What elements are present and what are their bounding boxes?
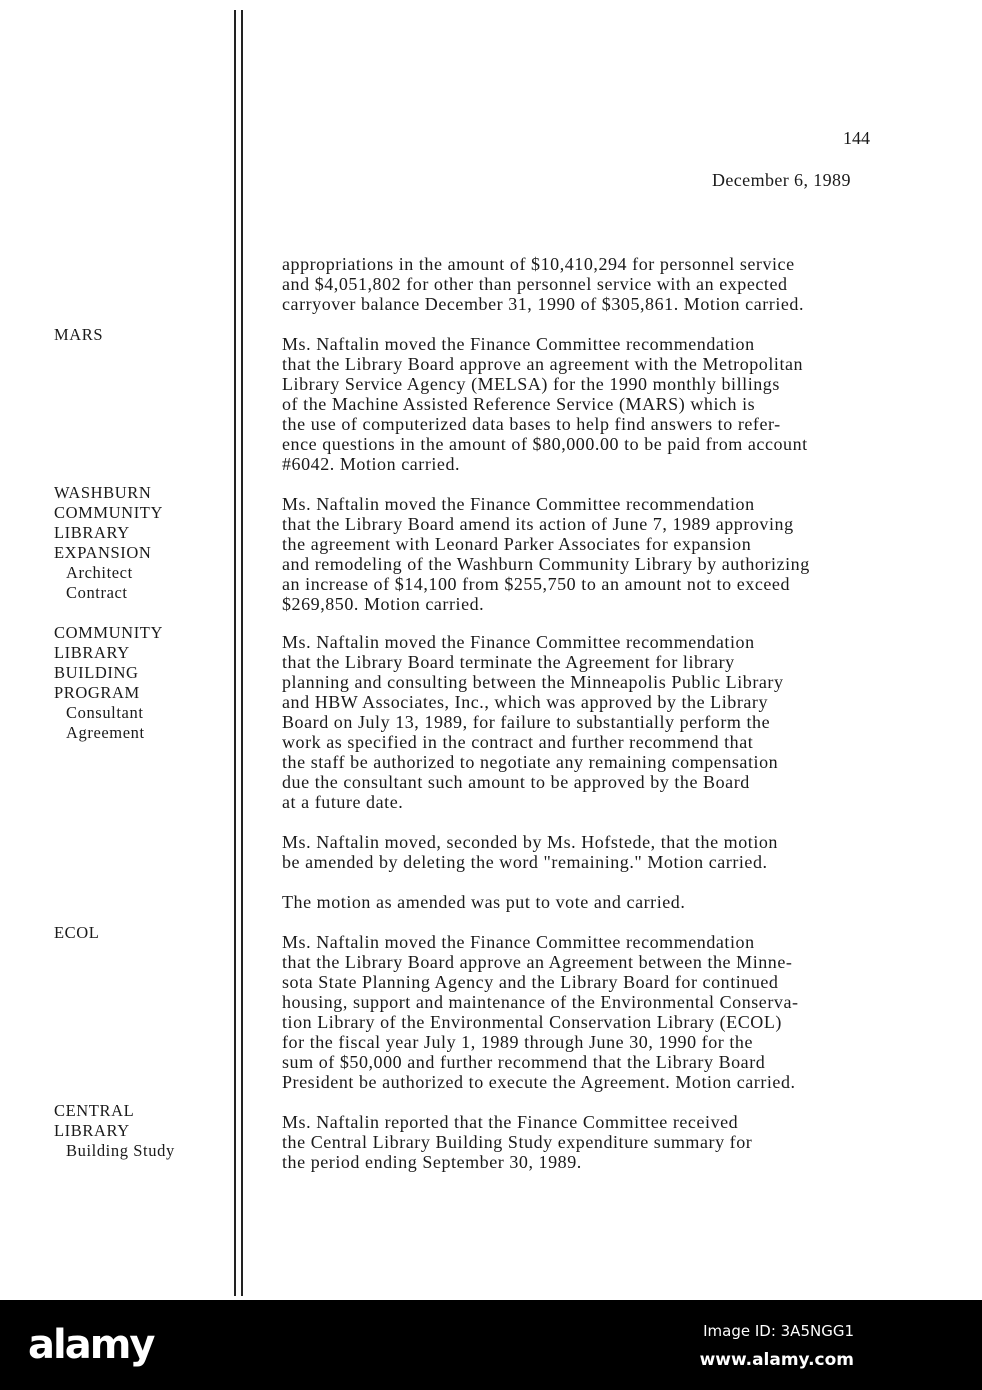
paragraph-line: that the Library Board amend its action of June 7, 1989 approving	[282, 514, 794, 534]
margin-label-heading: COMMUNITY	[54, 623, 163, 642]
margin-label-subheading: Building Study	[66, 1141, 175, 1160]
margin-label-heading: MARS	[54, 325, 104, 344]
watermark-bar	[0, 1300, 982, 1390]
margin-label-heading: LIBRARY	[54, 523, 130, 542]
paragraph-line: be amended by deleting the word "remaining." Motion carried.	[282, 852, 768, 872]
margin-label-heading: COMMUNITY	[54, 503, 163, 522]
paragraph	[282, 892, 685, 912]
margin-label	[54, 1101, 175, 1161]
paragraph-line: that the Library Board terminate the Agreement for library	[282, 652, 735, 672]
margin-label	[54, 483, 163, 603]
paragraph-line: and HBW Associates, Inc., which was approved by the Library	[282, 692, 769, 712]
paragraph-line: the agreement with Leonard Parker Associates for expansion	[282, 534, 752, 554]
paragraph-line: and remodeling of the Washburn Community Library by authorizing	[282, 554, 810, 574]
paragraph-line: Ms. Naftalin moved the Finance Committee recommendation	[282, 632, 755, 652]
paragraph-line: sota State Planning Agency and the Library Board for continued	[282, 972, 779, 992]
paragraph-line: Ms. Naftalin moved, seconded by Ms. Hofstede, that the motion	[282, 832, 778, 852]
paragraph	[282, 334, 808, 474]
paragraph-line: the use of computerized data bases to help find answers to refer-	[282, 414, 781, 434]
page-number: 144	[843, 128, 870, 148]
margin-label-heading: LIBRARY	[54, 643, 130, 662]
margin-label-heading: BUILDING	[54, 663, 139, 682]
paragraph-line: Ms. Naftalin moved the Finance Committee recommendation	[282, 932, 755, 952]
margin-label-heading: WASHBURN	[54, 483, 152, 502]
paragraph-line: of the Machine Assisted Reference Service (MARS) which is	[282, 394, 756, 414]
margin-label-heading: ECOL	[54, 923, 100, 942]
paragraph-line: The motion as amended was put to vote and carried.	[282, 892, 686, 912]
paragraph-line: sum of $50,000 and further recommend that the Library Board	[282, 1052, 766, 1072]
margin-label-subheading: Consultant	[66, 703, 144, 722]
paragraph-line: ence questions in the amount of $80,000.00 to be paid from account	[282, 434, 808, 454]
alamy-logo: alamy	[28, 1322, 154, 1368]
paragraph-line: appropriations in the amount of $10,410,294 for personnel service	[282, 254, 795, 274]
margin-label	[54, 623, 163, 743]
paragraph-line: that the Library Board approve an agreement with the Metropolitan	[282, 354, 804, 374]
paragraph	[282, 832, 778, 872]
paragraph-line: due the consultant such amount to be approved by the Board	[282, 772, 750, 792]
paragraph-line: for the fiscal year July 1, 1989 through June 30, 1990 for the	[282, 1032, 754, 1052]
paragraph-line: Ms. Naftalin reported that the Finance Committee received	[282, 1112, 739, 1132]
margin-label	[54, 325, 103, 345]
margin-label-subheading: Contract	[66, 583, 128, 602]
paragraph	[282, 932, 799, 1092]
paragraph-line: Ms. Naftalin moved the Finance Committee recommendation	[282, 334, 755, 354]
watermark-url: www.alamy.com	[699, 1350, 854, 1370]
paragraph-line: the staff be authorized to negotiate any remaining compensation	[282, 752, 779, 772]
paragraph-line: work as specified in the contract and further recommend that	[282, 732, 754, 752]
margin-rule-left	[234, 10, 236, 1296]
margin-label-subheading: Architect	[66, 563, 133, 582]
paragraph-line: Ms. Naftalin moved the Finance Committee recommendation	[282, 494, 755, 514]
margin-rule-right	[241, 10, 243, 1296]
paragraph	[282, 494, 810, 614]
margin-label	[54, 923, 99, 943]
paragraph-line: housing, support and maintenance of the Environmental Conserva-	[282, 992, 799, 1012]
margin-label-heading: CENTRAL	[54, 1101, 135, 1120]
margin-label-heading: EXPANSION	[54, 543, 152, 562]
margin-label-heading: PROGRAM	[54, 683, 140, 702]
paragraph-line: an increase of $14,100 from $255,750 to an amount not to exceed	[282, 574, 791, 594]
paragraph-line: the period ending September 30, 1989.	[282, 1152, 582, 1172]
paragraph	[282, 254, 804, 314]
paragraph-line: carryover balance December 31, 1990 of $305,861. Motion carried.	[282, 294, 805, 314]
margin-label-subheading: Agreement	[66, 723, 145, 742]
paragraph-line: President be authorized to execute the Agreement. Motion carried.	[282, 1072, 796, 1092]
image-id: Image ID: 3A5NGG1	[703, 1322, 854, 1340]
paragraph-line: #6042. Motion carried.	[282, 454, 461, 474]
paragraph	[282, 1112, 752, 1172]
document-date: December 6, 1989	[712, 170, 851, 190]
paragraph-line: tion Library of the Environmental Conservation Library (ECOL)	[282, 1012, 782, 1032]
paragraph-line: and $4,051,802 for other than personnel service with an expected	[282, 274, 788, 294]
paragraph-line: Board on July 13, 1989, for failure to substantially perform the	[282, 712, 771, 732]
margin-label-heading: LIBRARY	[54, 1121, 130, 1140]
paragraph-line: that the Library Board approve an Agreement between the Minne-	[282, 952, 793, 972]
paragraph-line: $269,850. Motion carried.	[282, 594, 485, 614]
paragraph-line: planning and consulting between the Minneapolis Public Library	[282, 672, 784, 692]
paragraph-line: at a future date.	[282, 792, 404, 812]
paragraph	[282, 632, 784, 812]
paragraph-line: Library Service Agency (MELSA) for the 1990 monthly billings	[282, 374, 780, 394]
paragraph-line: the Central Library Building Study expenditure summary for	[282, 1132, 753, 1152]
